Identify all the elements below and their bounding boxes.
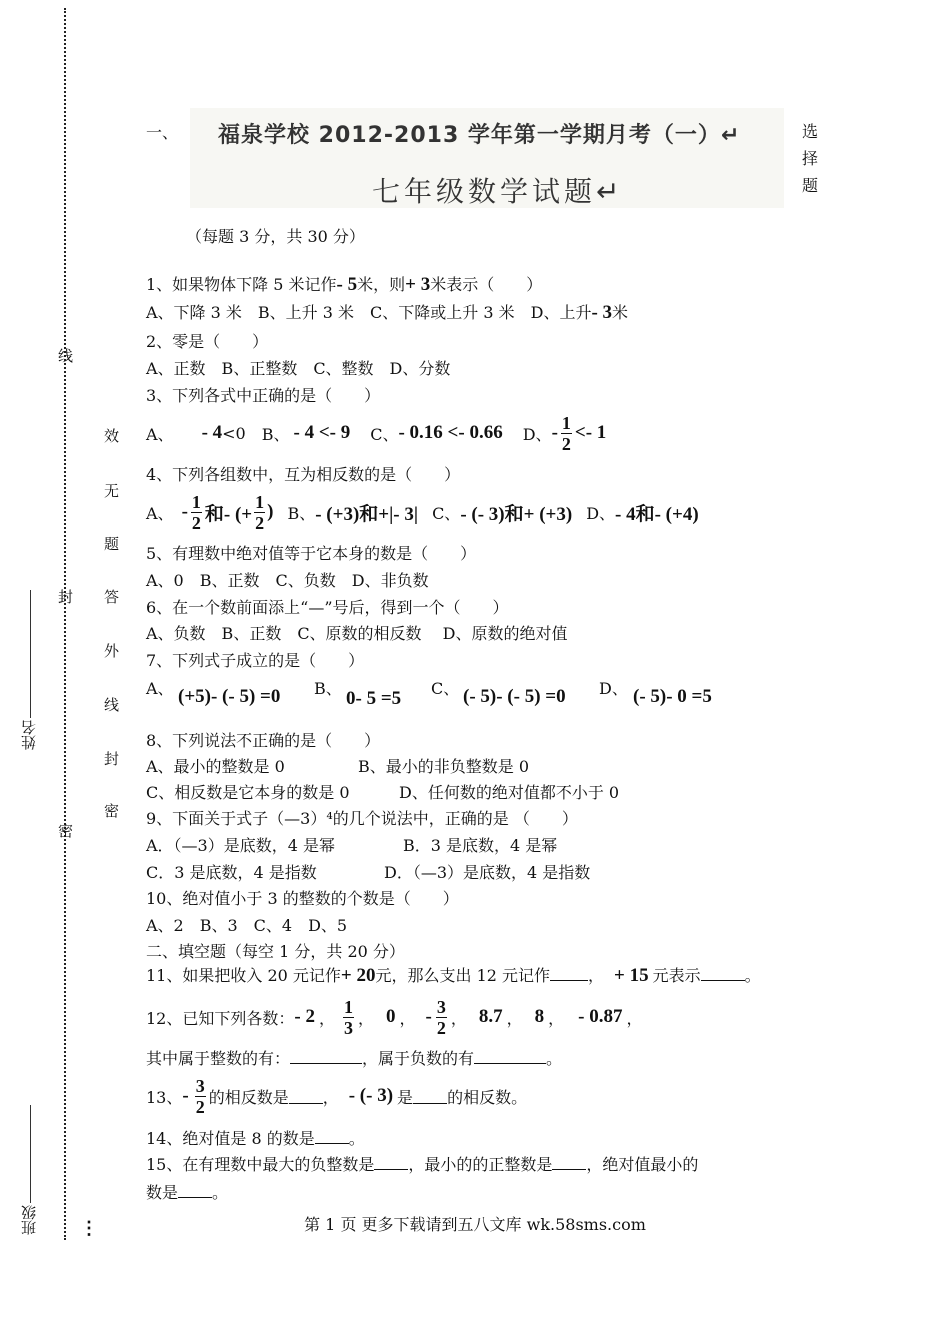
binding-char-feng-outer: 封 <box>58 588 74 606</box>
q12-sign: - <box>425 1006 432 1027</box>
answer-blank[interactable] <box>289 1089 323 1104</box>
q4-option-c: - (- 3)和+ (+3) <box>460 503 573 525</box>
page-footer: 第 1 页 更多下载请到五八文库 wk.58sms.com <box>304 1215 646 1234</box>
q12-comma: ， <box>548 1008 565 1028</box>
q1-option-math: - 3 <box>591 302 613 323</box>
q8-option-a: A、最小的整数是 0 <box>146 757 285 776</box>
side-label-char: 题 <box>801 176 818 195</box>
question-15 <box>146 1152 698 1175</box>
q12-comma: ， <box>357 1008 374 1028</box>
question-5: 5、有理数中绝对值等于它本身的数是（ ） <box>146 544 477 563</box>
q12-comma: ， <box>399 1008 416 1028</box>
binding-char-xian: 线 <box>58 347 74 365</box>
denominator: 2 <box>436 1017 446 1038</box>
answer-blank[interactable] <box>550 966 588 981</box>
option-label: C、 <box>432 503 461 523</box>
question-5-options: A、0 B、正数 C、负数 D、非负数 <box>146 571 429 590</box>
subject-title: 七年级数学试题↵ <box>372 175 624 208</box>
binding-dots: ⋮ <box>80 1218 98 1239</box>
question-3-options <box>146 410 606 456</box>
q14-text: 。 <box>348 1129 365 1148</box>
numerator: 1 <box>191 491 201 512</box>
numerator: 3 <box>195 1075 205 1096</box>
q3-option-b: - 4 <- 9 <box>293 422 351 443</box>
option-label: A、 <box>146 503 174 523</box>
q12-number: 8 <box>534 1006 545 1027</box>
option-label: A、 <box>146 424 174 444</box>
question-11 <box>146 963 761 987</box>
q15-text: ，最小的的正整数是 <box>408 1155 553 1174</box>
q7-option-c: (- 5)- (- 5) =0 <box>463 686 566 707</box>
q1-math: + 3 <box>405 274 431 295</box>
option-label: B、 <box>261 424 290 444</box>
q9-option-a: A．（—3）是底数，4 是幂 <box>146 836 336 855</box>
q12-text: 。 <box>546 1049 563 1068</box>
q12-comma: ， <box>626 1008 643 1028</box>
question-15-line-2 <box>146 1180 228 1203</box>
answer-blank[interactable] <box>374 1155 408 1170</box>
q12-text: 其中属于整数的有： <box>146 1049 291 1068</box>
question-12-line-2 <box>146 1046 562 1069</box>
question-14 <box>146 1126 365 1149</box>
q12-number: 0 <box>385 1006 396 1027</box>
q3-option-d-fraction <box>561 413 572 454</box>
q13-fraction <box>195 1076 206 1117</box>
q3-option-c: - 0.16 <- 0.66 <box>398 422 503 443</box>
q7-option-d: (- 5)- 0 =5 <box>633 686 712 707</box>
q14-text: 14、绝对值是 8 的数是 <box>146 1129 315 1148</box>
binding-char-mi-outer: 密 <box>58 822 74 840</box>
question-8: 8、下列说法不正确的是（ ） <box>146 731 381 750</box>
q3-option-a: - 4 <box>201 422 223 443</box>
q7-label-b: B、 <box>314 679 342 698</box>
question-10-options: A、2 B、3 C、4 D、5 <box>146 916 348 935</box>
answer-blank[interactable] <box>701 966 745 981</box>
q4-option-a-mid: 和- (+ <box>204 503 253 525</box>
q11-text: 。 <box>744 966 761 985</box>
answer-blank[interactable] <box>474 1049 546 1064</box>
question-7: 7、下列式子成立的是（ ） <box>146 651 365 670</box>
q12-number: 8.7 <box>478 1006 503 1027</box>
q4-option-a-post: ) <box>267 501 274 522</box>
question-1 <box>146 272 542 296</box>
question-12 <box>146 992 642 1042</box>
denominator: 3 <box>343 1017 353 1038</box>
side-label <box>800 118 820 199</box>
q11-text: 元，那么支出 12 元记作 <box>375 966 551 985</box>
score-note: （每题 3 分，共 30 分） <box>186 227 365 246</box>
question-6-options: A、负数 B、正数 C、原数的相反数 D、原数的绝对值 <box>146 624 568 643</box>
denominator: 2 <box>561 433 571 454</box>
class-blank <box>30 1105 31 1203</box>
option-label: C、 <box>370 424 399 444</box>
q4-option-b: - (+3)和+|- 3| <box>315 503 419 525</box>
q11-text: ， <box>588 966 605 985</box>
name-blank <box>30 590 31 718</box>
q15-text: 。 <box>212 1183 229 1202</box>
binding-dotted-line <box>64 8 66 1240</box>
question-13 <box>146 1072 527 1120</box>
q4-option-a-sign: - <box>181 501 188 522</box>
q12-text: 12、已知下列各数： <box>146 1008 295 1028</box>
q8-option-c: C、相反数是它本身的数是 0 <box>146 783 350 802</box>
q7-option-a: (+5)- (- 5) =0 <box>178 686 281 707</box>
q11-text: 元表示 <box>652 966 701 985</box>
q11-text: 11、如果把收入 20 元记作 <box>146 966 341 985</box>
q11-math: + 15 <box>614 965 649 986</box>
binding-char-wai: 外 <box>104 642 120 660</box>
question-2: 2、零是（ ） <box>146 332 269 351</box>
side-label-char: 选 <box>801 122 818 141</box>
q15-text: 数是 <box>146 1183 179 1202</box>
q8-option-d: D、任何数的绝对值都不小于 0 <box>399 783 620 802</box>
q12-number: - 0.87 <box>578 1006 623 1027</box>
q13-text: 的相反数是 <box>208 1087 289 1107</box>
q12-number: - 2 <box>294 1006 315 1027</box>
denominator: 2 <box>255 512 265 533</box>
q13-text: 13、 <box>146 1087 183 1107</box>
q13-text: 是 <box>397 1087 414 1107</box>
q9-option-d: D．（—3）是底数，4 是指数 <box>384 863 591 882</box>
q1-options-text: A、下降 3 米 B、上升 3 米 C、下降或上升 3 米 D、上升 <box>146 303 592 322</box>
q4-option-d: - 4和- (+4) <box>615 503 699 525</box>
q7-label-a: A、 <box>146 679 174 698</box>
q12-comma: ， <box>506 1008 523 1028</box>
question-9: 9、下面关于式子（—3）⁴的几个说法中，正确的是 （ ） <box>146 809 578 828</box>
q15-text: 15、在有理数中最大的负整数是 <box>146 1155 375 1174</box>
binding-char-xian2: 线 <box>104 696 120 714</box>
class-label: 班级 <box>20 1205 38 1235</box>
q3-option-a-rest: <0 <box>222 423 246 443</box>
q15-text: ，绝对值最小的 <box>586 1155 699 1174</box>
question-6: 6、在一个数前面添上“—”号后，得到一个（ ） <box>146 598 509 617</box>
q1-math: - 5 <box>336 274 358 295</box>
section-2-heading: 二、填空题（每空 1 分，共 20 分） <box>146 942 405 961</box>
question-4-options <box>146 488 699 536</box>
option-label: B、 <box>287 503 316 523</box>
binding-char-ti: 题 <box>104 535 120 553</box>
q9-option-c: C．3 是底数，4 是指数 <box>146 863 317 882</box>
numerator: 1 <box>561 412 571 433</box>
q12-comma: ， <box>450 1008 467 1028</box>
denominator: 2 <box>191 512 201 533</box>
name-label: 姓名 <box>20 720 38 750</box>
binding-char-xiao: 效 <box>104 427 120 445</box>
q12-fraction <box>436 997 447 1038</box>
question-2-options: A、正数 B、正整数 C、整数 D、分数 <box>146 359 451 378</box>
q13-text: 的相反数。 <box>447 1087 528 1107</box>
q4-option-a-fraction-2 <box>254 492 265 533</box>
binding-char-da: 答 <box>104 588 120 606</box>
question-1-options <box>146 300 628 324</box>
answer-blank[interactable] <box>178 1183 212 1198</box>
q12-comma: ， <box>318 1008 335 1028</box>
question-3: 3、下列各式中正确的是（ ） <box>146 386 381 405</box>
q12-text: ，属于负数的有 <box>362 1049 475 1068</box>
answer-blank[interactable] <box>290 1049 362 1064</box>
q1-text: 1、如果物体下降 5 米记作 <box>146 275 337 294</box>
q7-label-c: C、 <box>431 679 460 698</box>
section-number: 一、 <box>146 123 179 142</box>
binding-char-mi: 密 <box>104 802 120 820</box>
school-title: 福泉学校 2012-2013 学年第一学期月考（一）↵ <box>218 123 741 148</box>
numerator: 1 <box>255 491 265 512</box>
q1-text: 米表示（ ） <box>430 275 543 294</box>
q7-label-d: D、 <box>599 679 628 698</box>
option-label: D、 <box>586 503 616 523</box>
q13-math: - (- 3) <box>348 1085 394 1106</box>
q13-text: ， <box>322 1087 339 1107</box>
q1-text: 米，则 <box>357 275 406 294</box>
q13-sign: - <box>182 1085 189 1106</box>
question-4: 4、下列各组数中，互为相反数的是（ ） <box>146 465 461 484</box>
side-label-char: 择 <box>801 149 818 168</box>
title-banner <box>190 108 784 208</box>
binding-char-feng: 封 <box>104 750 120 768</box>
option-label: D、 <box>522 424 552 444</box>
q8-option-b: B、最小的非负整数是 0 <box>358 757 530 776</box>
q3-option-d-sign: - <box>551 422 558 443</box>
q11-math: + 20 <box>340 965 376 986</box>
question-10: 10、绝对值小于 3 的整数的个数是（ ） <box>146 889 459 908</box>
answer-blank[interactable] <box>315 1129 349 1144</box>
q4-option-a-fraction <box>191 492 202 533</box>
denominator: 2 <box>195 1096 205 1117</box>
q1-options-text: 米 <box>612 303 629 322</box>
q9-option-b: B．3 是底数，4 是幂 <box>403 836 558 855</box>
binding-char-wu: 无 <box>104 482 120 500</box>
q7-option-b: 0- 5 =5 <box>346 688 402 709</box>
numerator: 1 <box>343 996 353 1017</box>
q3-option-d-rest: <- 1 <box>574 422 607 443</box>
answer-blank[interactable] <box>552 1155 586 1170</box>
q12-fraction <box>343 997 354 1038</box>
answer-blank[interactable] <box>413 1089 447 1104</box>
numerator: 3 <box>436 996 446 1017</box>
